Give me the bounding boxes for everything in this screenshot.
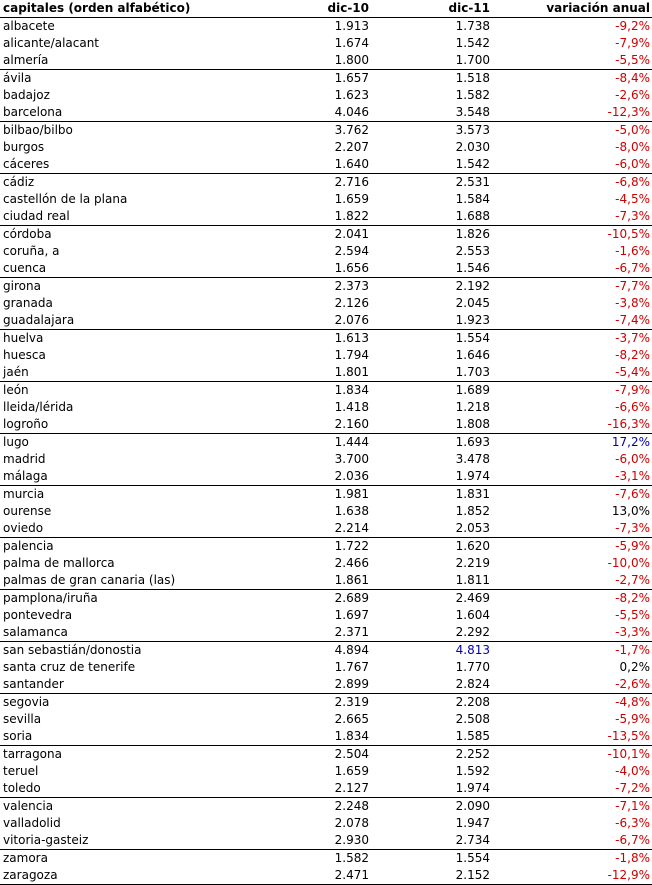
table-row [0,382,652,399]
table-row [0,746,652,763]
variation-cell: -6,0% [615,452,650,466]
dic11-cell: 1.700 [455,53,490,67]
variation-cell: -5,5% [615,53,650,67]
city-name-cell: santander [3,677,64,691]
table-row [0,70,652,87]
city-name-cell: castellón de la plana [3,192,128,206]
city-name-cell: logroño [3,417,49,431]
dic10-cell: 1.659 [334,764,369,778]
dic11-cell: 3.478 [455,452,490,466]
dic11-cell: 2.252 [455,747,490,761]
dic10-cell: 2.214 [334,521,369,535]
variation-cell: -2,6% [615,677,650,691]
dic10-cell: 4.046 [334,105,369,119]
table-row [0,538,652,555]
dic10-cell: 2.930 [334,833,369,847]
dic11-cell: 2.531 [455,175,490,189]
variation-cell: 13,0% [611,504,650,518]
dic10-cell: 3.700 [334,452,369,466]
city-name-cell: guadalajara [3,313,75,327]
dic11-cell: 2.553 [455,244,490,258]
dic10-cell: 1.657 [334,71,369,85]
dic11-cell: 1.974 [455,469,490,483]
city-name-cell: girona [3,279,41,293]
city-group [0,642,652,694]
table-body [0,18,652,885]
dic10-cell: 1.444 [334,435,369,449]
city-group [0,694,652,746]
variation-cell: -7,9% [615,36,650,50]
header-dic11: dic-11 [448,1,490,15]
variation-cell: -4,0% [615,764,650,778]
variation-cell: -3,7% [615,331,650,345]
table-row [0,278,652,295]
table-row [0,364,652,381]
dic10-cell: 2.899 [334,677,369,691]
dic10-cell: 1.822 [334,209,369,223]
dic10-cell: 1.861 [334,573,369,587]
city-group [0,226,652,278]
variation-cell: -1,7% [615,643,650,657]
dic10-cell: 2.373 [334,279,369,293]
dic11-cell: 1.947 [455,816,490,830]
dic11-cell: 1.689 [455,383,490,397]
city-name-cell: cáceres [3,157,50,171]
dic10-cell: 1.623 [334,88,369,102]
dic10-cell: 1.722 [334,539,369,553]
dic11-cell: 1.584 [455,192,490,206]
city-name-cell: ávila [3,71,32,85]
table-row [0,607,652,624]
city-name-cell: palmas de gran canaria (las) [3,573,176,587]
dic11-cell: 1.688 [455,209,490,223]
dic10-cell: 1.794 [334,348,369,362]
table-row [0,798,652,815]
variation-cell: -8,2% [615,348,650,362]
city-name-cell: soria [3,729,33,743]
city-group [0,382,652,434]
dic10-cell: 1.834 [334,729,369,743]
dic11-cell: 1.852 [455,504,490,518]
variation-cell: -4,8% [615,695,650,709]
city-name-cell: toledo [3,781,41,795]
table-row [0,191,652,208]
variation-cell: 0,2% [619,660,650,674]
variation-cell: -3,3% [615,625,650,639]
dic10-cell: 1.800 [334,53,369,67]
dic10-cell: 1.674 [334,36,369,50]
table-row [0,122,652,139]
table-row [0,624,652,641]
header-dic10: dic-10 [327,1,369,15]
city-name-cell: segovia [3,695,50,709]
city-name-cell: palencia [3,539,54,553]
variation-cell: -7,3% [615,209,650,223]
dic10-cell: 1.834 [334,383,369,397]
table-row [0,87,652,104]
dic10-cell: 2.126 [334,296,369,310]
city-name-cell: huelva [3,331,44,345]
dic11-cell: 1.554 [455,331,490,345]
dic10-cell: 1.981 [334,487,369,501]
table-row [0,330,652,347]
city-name-cell: murcia [3,487,45,501]
dic10-cell: 1.418 [334,400,369,414]
table-row [0,676,652,693]
variation-cell: 17,2% [611,435,650,449]
city-name-cell: teruel [3,764,39,778]
dic10-cell: 2.716 [334,175,369,189]
dic10-cell: 2.076 [334,313,369,327]
city-name-cell: santa cruz de tenerife [3,660,136,674]
dic10-cell: 2.471 [334,868,369,882]
dic11-cell: 1.620 [455,539,490,553]
variation-cell: -12,9% [607,868,650,882]
city-name-cell: cuenca [3,261,47,275]
variation-cell: -7,1% [615,799,650,813]
city-name-cell: oviedo [3,521,44,535]
city-name-cell: madrid [3,452,46,466]
dic10-cell: 2.319 [334,695,369,709]
city-name-cell: albacete [3,19,55,33]
table-row [0,52,652,69]
city-name-cell: badajoz [3,88,50,102]
variation-cell: -3,8% [615,296,650,310]
dic11-cell: 1.554 [455,851,490,865]
variation-cell: -2,7% [615,573,650,587]
variation-cell: -6,7% [615,833,650,847]
city-name-cell: sevilla [3,712,42,726]
table-row [0,780,652,797]
city-name-cell: zamora [3,851,48,865]
table-row [0,728,652,745]
city-group [0,18,652,70]
variation-cell: -7,6% [615,487,650,501]
table-row [0,18,652,35]
variation-cell: -3,1% [615,469,650,483]
dic11-cell: 1.604 [455,608,490,622]
variation-cell: -7,2% [615,781,650,795]
variation-cell: -6,0% [615,157,650,171]
header-name: capitales (orden alfabético) [3,1,191,15]
variation-cell: -6,8% [615,175,650,189]
dic11-cell: 3.548 [455,105,490,119]
dic11-cell: 2.219 [455,556,490,570]
city-name-cell: alicante/alacant [3,36,100,50]
table-row [0,711,652,728]
dic10-cell: 4.894 [334,643,369,657]
city-name-cell: san sebastián/donostia [3,643,142,657]
variation-cell: -16,3% [607,417,650,431]
dic10-cell: 2.466 [334,556,369,570]
dic11-cell: 1.703 [455,365,490,379]
dic11-cell: 1.738 [455,19,490,33]
table-row [0,520,652,537]
variation-cell: -4,5% [615,192,650,206]
dic11-cell: 2.053 [455,521,490,535]
dic11-cell: 2.469 [455,591,490,605]
dic11-cell: 1.974 [455,781,490,795]
dic10-cell: 1.659 [334,192,369,206]
table-row [0,156,652,173]
city-name-cell: ciudad real [3,209,70,223]
dic10-cell: 1.640 [334,157,369,171]
city-name-cell: granada [3,296,53,310]
city-name-cell: león [3,383,29,397]
dic10-cell: 2.041 [334,227,369,241]
city-name-cell: zaragoza [3,868,58,882]
dic11-cell: 1.826 [455,227,490,241]
dic11-cell: 1.811 [455,573,490,587]
dic11-cell: 2.208 [455,695,490,709]
city-name-cell: pontevedra [3,608,73,622]
city-group [0,122,652,174]
dic11-cell: 1.831 [455,487,490,501]
city-name-cell: lugo [3,435,29,449]
variation-cell: -7,9% [615,383,650,397]
city-group [0,174,652,226]
variation-cell: -7,7% [615,279,650,293]
dic11-cell: 1.585 [455,729,490,743]
city-name-cell: vitoria-gasteiz [3,833,89,847]
dic10-cell: 1.697 [334,608,369,622]
city-group [0,330,652,382]
table-row [0,590,652,607]
city-group [0,278,652,330]
city-name-cell: burgos [3,140,45,154]
table-row [0,174,652,191]
table-row [0,503,652,520]
table-row [0,832,652,849]
variation-cell: -10,1% [607,747,650,761]
variation-cell: -10,0% [607,556,650,570]
city-name-cell: ourense [3,504,52,518]
dic10-cell: 2.248 [334,799,369,813]
table-row [0,555,652,572]
dic10-cell: 1.638 [334,504,369,518]
dic10-cell: 2.127 [334,781,369,795]
variation-cell: -1,6% [615,244,650,258]
dic11-cell: 1.770 [455,660,490,674]
dic10-cell: 1.613 [334,331,369,345]
variation-cell: -9,2% [615,19,650,33]
table-row [0,139,652,156]
dic10-cell: 2.594 [334,244,369,258]
city-group [0,850,652,885]
dic11-cell: 1.542 [455,36,490,50]
table-row [0,694,652,711]
dic10-cell: 1.801 [334,365,369,379]
variation-cell: -5,4% [615,365,650,379]
variation-cell: -6,6% [615,400,650,414]
variation-cell: -10,5% [607,227,650,241]
dic10-cell: 1.582 [334,851,369,865]
dic10-cell: 1.913 [334,19,369,33]
dic11-cell: 2.508 [455,712,490,726]
dic11-cell: 1.518 [455,71,490,85]
table-row [0,451,652,468]
table-row [0,468,652,485]
variation-cell: -8,2% [615,591,650,605]
table-row [0,260,652,277]
city-name-cell: tarragona [3,747,62,761]
city-name-cell: huesca [3,348,46,362]
city-name-cell: pamplona/iruña [3,591,98,605]
city-group [0,486,652,538]
dic10-cell: 2.371 [334,625,369,639]
table-row [0,208,652,225]
dic11-cell: 2.192 [455,279,490,293]
dic11-cell: 1.923 [455,313,490,327]
table-row [0,243,652,260]
dic10-cell: 2.689 [334,591,369,605]
dic11-cell: 2.734 [455,833,490,847]
city-group [0,70,652,122]
dic11-cell: 2.152 [455,868,490,882]
table-row [0,416,652,433]
variation-cell: -13,5% [607,729,650,743]
variation-cell: -5,9% [615,712,650,726]
dic10-cell: 2.665 [334,712,369,726]
dic10-cell: 1.656 [334,261,369,275]
table-row [0,763,652,780]
city-name-cell: málaga [3,469,48,483]
dic10-cell: 2.160 [334,417,369,431]
city-name-cell: lleida/lérida [3,400,74,414]
city-name-cell: bilbao/bilbo [3,123,73,137]
variation-cell: -5,0% [615,123,650,137]
table-row [0,104,652,121]
city-name-cell: palma de mallorca [3,556,115,570]
variation-cell: -5,9% [615,539,650,553]
dic11-cell: 2.824 [455,677,490,691]
dic10-cell: 3.762 [334,123,369,137]
table-row [0,659,652,676]
variation-cell: -8,0% [615,140,650,154]
city-name-cell: barcelona [3,105,63,119]
header-variation: variación anual [546,1,650,15]
variation-cell: -1,8% [615,851,650,865]
dic11-cell: 1.646 [455,348,490,362]
table-row [0,312,652,329]
city-name-cell: jaén [3,365,29,379]
dic11-cell: 4.813 [455,643,490,657]
dic10-cell: 2.036 [334,469,369,483]
city-group [0,798,652,850]
dic10-cell: 1.767 [334,660,369,674]
variation-cell: -6,3% [615,816,650,830]
city-name-cell: valladolid [3,816,61,830]
table-row [0,815,652,832]
table-row [0,486,652,503]
city-name-cell: valencia [3,799,54,813]
table-row [0,850,652,867]
dic11-cell: 1.218 [455,400,490,414]
dic10-cell: 2.504 [334,747,369,761]
city-group [0,434,652,486]
city-name-cell: coruña, a [3,244,60,258]
variation-cell: -7,4% [615,313,650,327]
variation-cell: -5,5% [615,608,650,622]
variation-cell: -6,7% [615,261,650,275]
table-row [0,347,652,364]
table-row [0,295,652,312]
city-group [0,538,652,590]
table-header [0,0,652,18]
dic11-cell: 1.542 [455,157,490,171]
table-row [0,867,652,884]
dic11-cell: 1.693 [455,435,490,449]
dic11-cell: 2.292 [455,625,490,639]
dic11-cell: 3.573 [455,123,490,137]
dic11-cell: 1.582 [455,88,490,102]
city-group [0,746,652,798]
dic11-cell: 2.030 [455,140,490,154]
dic11-cell: 1.592 [455,764,490,778]
dic11-cell: 2.045 [455,296,490,310]
city-group [0,590,652,642]
table-row [0,399,652,416]
variation-cell: -12,3% [607,105,650,119]
city-name-cell: almería [3,53,49,67]
dic11-cell: 1.546 [455,261,490,275]
table-row [0,226,652,243]
dic10-cell: 2.078 [334,816,369,830]
variation-cell: -7,3% [615,521,650,535]
city-name-cell: salamanca [3,625,68,639]
city-name-cell: cádiz [3,175,35,189]
table-row [0,572,652,589]
dic11-cell: 1.808 [455,417,490,431]
variation-cell: -2,6% [615,88,650,102]
dic11-cell: 2.090 [455,799,490,813]
dic10-cell: 2.207 [334,140,369,154]
variation-cell: -8,4% [615,71,650,85]
table-row [0,642,652,659]
table-row [0,35,652,52]
table-row [0,434,652,451]
city-name-cell: córdoba [3,227,52,241]
